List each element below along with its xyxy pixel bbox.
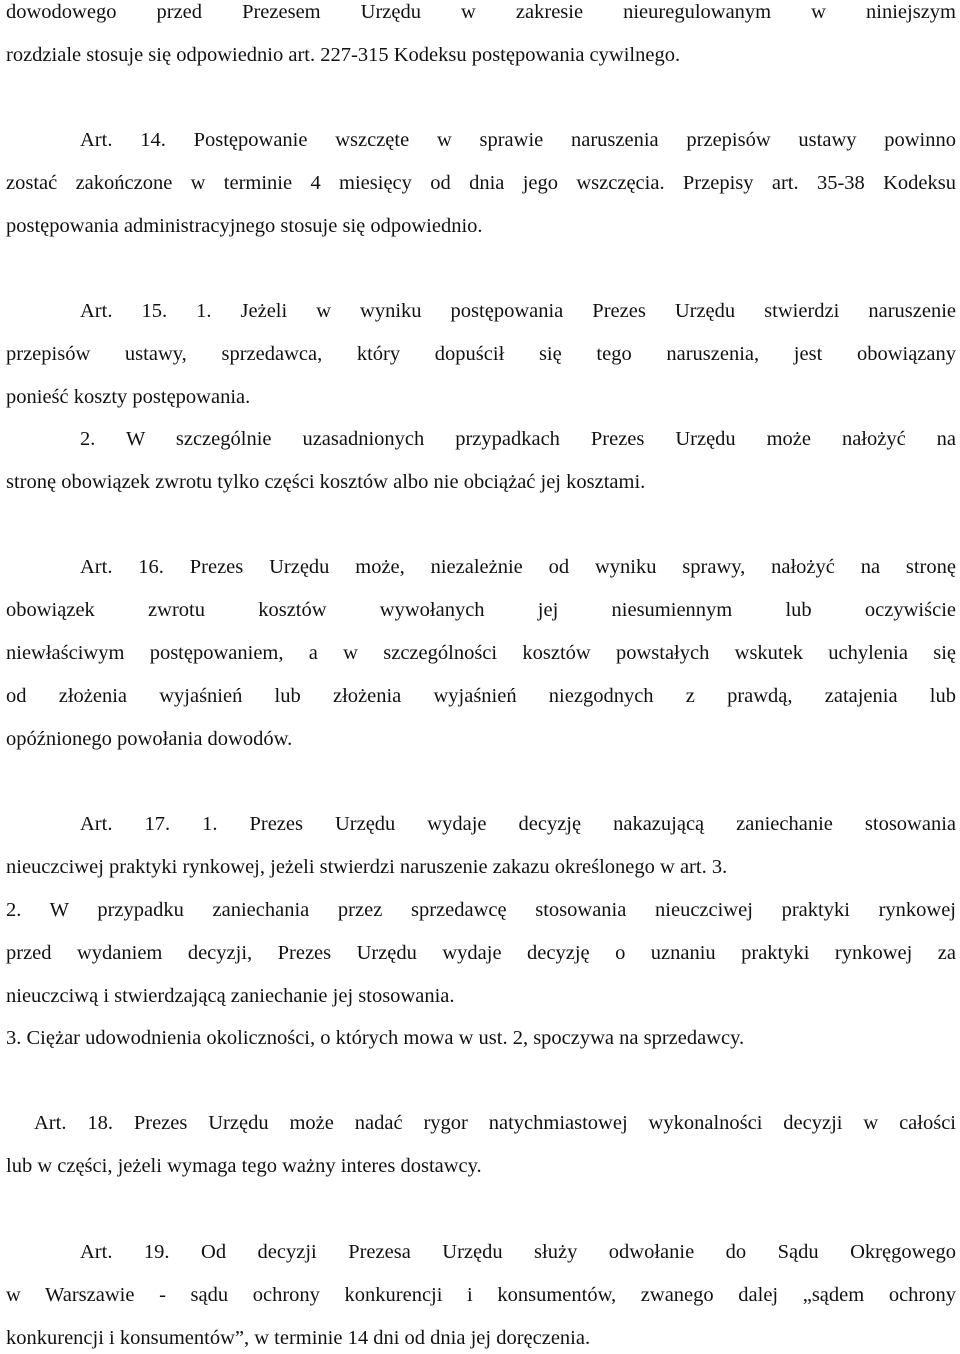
- article-19-heading-line: Art. 19. Od decyzji Prezesa Urzędu służy odwołanie do Sądu Okręgowego: [80, 1241, 956, 1263]
- paragraph-2-line: 2. W szczególnie uzasadnionych przypadkach Prezes Urzędu może nałożyć na: [80, 428, 956, 450]
- article-17-heading-line: Art. 17. 1. Prezes Urzędu wydaje decyzję nakazującą zaniechanie stosowania: [80, 813, 956, 835]
- text-line: przed wydaniem decyzji, Prezes Urzędu wydaje decyzję o uznaniu praktyki rynkowej za: [6, 942, 956, 964]
- text-line: zostać zakończone w terminie 4 miesięcy od dnia jego wszczęcia. Przepisy art. 35-38 Kodeksu: [6, 172, 956, 194]
- article-18-heading-line: Art. 18. Prezes Urzędu może nadać rygor natychmiastowej wykonalności decyzji w całości: [34, 1112, 956, 1134]
- text-line: opóźnionego powołania dowodów.: [6, 728, 293, 750]
- text-line: postępowania administracyjnego stosuje się odpowiednio.: [6, 215, 483, 237]
- text-line: nieuczciwej praktyki rynkowej, jeżeli stwierdzi naruszenie zakazu określonego w art. 3.: [6, 856, 728, 878]
- text-line: stronę obowiązek zwrotu tylko części kosztów albo nie obciążać jej kosztami.: [6, 471, 646, 493]
- text-line: w Warszawie - sądu ochrony konkurencji i konsumentów, zwanego dalej „sądem ochrony: [6, 1284, 956, 1306]
- paragraph-3-line: 3. Ciężar udowodnienia okoliczności, o których mowa w ust. 2, spoczywa na sprzedawcy.: [6, 1027, 745, 1049]
- text-line: od złożenia wyjaśnień lub złożenia wyjaśnień niezgodnych z prawdą, zatajenia lub: [6, 685, 956, 707]
- paragraph-2-line: 2. W przypadku zaniechania przez sprzedawcę stosowania nieuczciwej praktyki rynkowej: [6, 899, 956, 921]
- text-line: obowiązek zwrotu kosztów wywołanych jej niesumiennym lub oczywiście: [6, 599, 956, 621]
- article-15-heading-line: Art. 15. 1. Jeżeli w wyniku postępowania Prezes Urzędu stwierdzi naruszenie: [80, 300, 956, 322]
- article-16-heading-line: Art. 16. Prezes Urzędu może, niezależnie od wyniku sprawy, nałożyć na stronę: [80, 556, 956, 578]
- text-line: nieuczciwą i stwierdzającą zaniechanie jej stosowania.: [6, 985, 455, 1007]
- text-line: dowodowego przed Prezesem Urzędu w zakresie nieuregulowanym w niniejszym: [6, 1, 956, 23]
- text-line: niewłaściwym postępowaniem, a w szczególności kosztów powstałych wskutek uchylenia się: [6, 642, 956, 664]
- article-14-heading-line: Art. 14. Postępowanie wszczęte w sprawie naruszenia przepisów ustawy powinno: [80, 129, 956, 151]
- text-line: rozdziale stosuje się odpowiednio art. 227-315 Kodeksu postępowania cywilnego.: [6, 44, 681, 66]
- text-line: konkurencji i konsumentów”, w terminie 14 dni od dnia jej doręczenia.: [6, 1327, 591, 1349]
- text-line: lub w części, jeżeli wymaga tego ważny interes dostawcy.: [6, 1155, 482, 1177]
- text-line: przepisów ustawy, sprzedawca, który dopuścił się tego naruszenia, jest obowiązany: [6, 343, 956, 365]
- text-line: ponieść koszty postępowania.: [6, 386, 251, 408]
